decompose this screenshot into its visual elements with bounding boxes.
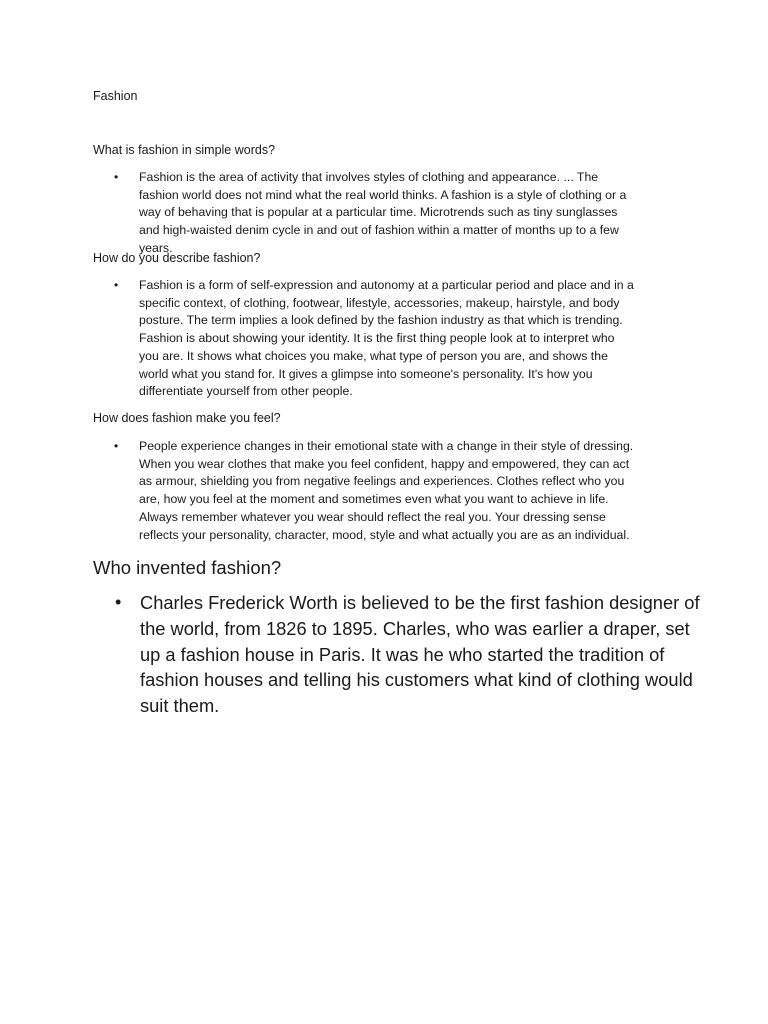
- bullet-icon: •: [114, 278, 119, 292]
- bullet-icon: •: [115, 592, 122, 612]
- answer-bullet: [114, 169, 636, 258]
- bullet-icon: •: [114, 439, 119, 453]
- answer-text: Fashion is the area of activity that involves styles of clothing and appearance. ... The fashion world does not mind what the real world thinks. A fashion is a style of clothing or a way of behaving that is popular at a particular time. Microtrends such as tiny sunglasses and high-waisted denim cycle in and out of fashion within a matter of months up to a few years.: [139, 170, 627, 255]
- answer-text: People experience changes in their emotional state with a change in their style of dressing. When you wear clothes that make you feel confident, happy and empowered, they can act as armour, shielding you from negative feelings and experiences. Clothes reflect who you are, how you feel at the moment and sometimes even what you want to achieve in life. Always remember whatever you wear should reflect the real you. Your dressing sense reflects your personality, character, mood, style and what actually you are as an individual.: [139, 439, 634, 542]
- answer-bullet: [114, 277, 636, 401]
- answer-bullet: [114, 438, 636, 544]
- question-heading: How does fashion make you feel?: [93, 411, 281, 425]
- bullet-icon: •: [114, 170, 119, 184]
- question-heading: Who invented fashion?: [93, 557, 282, 578]
- document-title: Fashion: [93, 89, 138, 103]
- question-heading: How do you describe fashion?: [93, 251, 261, 265]
- answer-bullet: [115, 590, 710, 719]
- answer-text: Fashion is a form of self-expression and autonomy at a particular period and place and in a specific context, of clothing, footwear, lifestyle, accessories, makeup, hairstyle, and body posture. The term implies a look defined by the fashion industry as that which is trending. Fashion is about showing your identity. It is the first thing people look at to interpret who you are. It shows what choices you make, what type of person you are, and shows the world what you stand for. It gives a glimpse into someone's personality. It's how you differentiate yourself from other people.: [139, 278, 634, 399]
- question-heading: What is fashion in simple words?: [93, 143, 276, 157]
- answer-text: Charles Frederick Worth is believed to be the first fashion designer of the world, from 1826 to 1895. Charles, who was earlier a draper, set up a fashion house in Paris. It was he who started the tradition of fashion houses and telling his customers what kind of clothing would suit them.: [140, 592, 700, 717]
